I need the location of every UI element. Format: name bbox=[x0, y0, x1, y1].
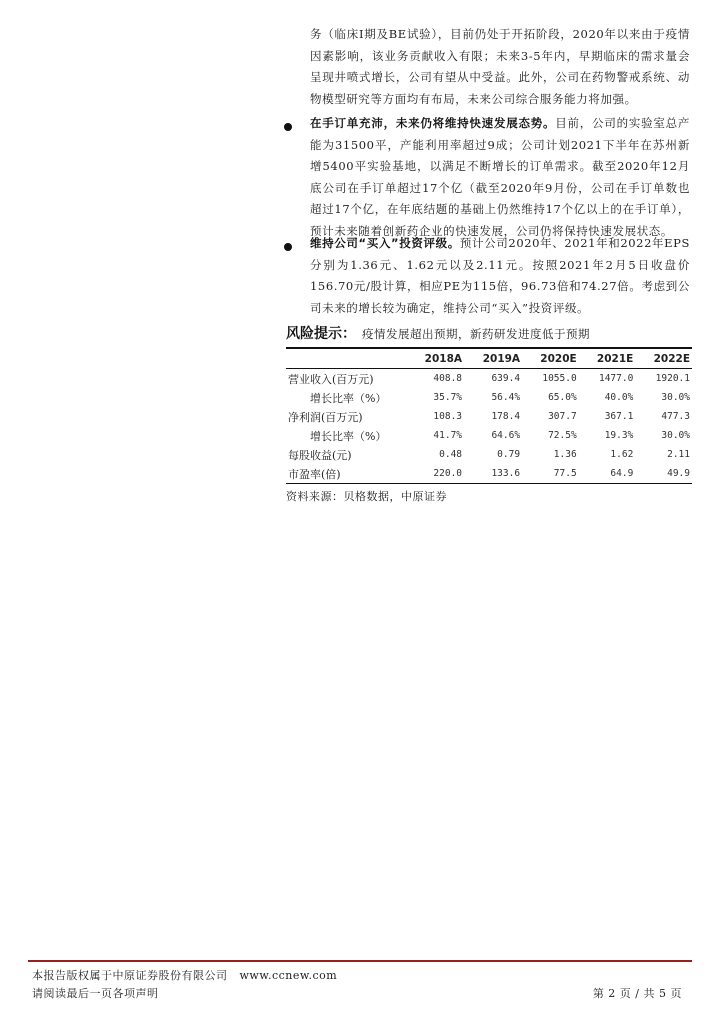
table-cell: 639.4 bbox=[491, 373, 521, 384]
bullet-icon bbox=[284, 123, 292, 131]
table-cell: 178.4 bbox=[491, 411, 521, 422]
table-header-cell: 2019A bbox=[464, 348, 522, 369]
table-cell: 1055.0 bbox=[542, 373, 577, 384]
table-cell: 367.1 bbox=[604, 411, 634, 422]
table-cell: 30.0% bbox=[661, 430, 690, 441]
paragraph-rating bbox=[310, 233, 690, 319]
paragraph-text: 目前，公司的实验室总产能为31500平，产能利用率超过9成；公司计划2021下半年在苏州新增5400平实验基地，以满足不断增长的订单需求。截至2020年12月底公司在手订单超过17个亿（截至2020年9月份，公司在手订单数也超过17个亿，在年底结题的基础上仍然维持17个亿以上的在手订单），预计未来随着创新药企业的快速发展，公司仍将保持快速发展状态。 bbox=[310, 116, 690, 238]
table-cell: 0.79 bbox=[497, 449, 521, 460]
table-cell: 40.0% bbox=[604, 392, 634, 403]
table-cell: 1920.1 bbox=[655, 373, 690, 384]
table-cell: 1.36 bbox=[553, 449, 577, 460]
table-cell: 1477.0 bbox=[598, 373, 634, 384]
table-row bbox=[286, 426, 692, 445]
paragraph-orders bbox=[310, 113, 690, 242]
table-cell: 108.3 bbox=[433, 411, 463, 422]
table-header-cell: 2020E bbox=[522, 348, 579, 369]
table-row bbox=[286, 445, 692, 464]
footer-copyright: 本报告版权属于中原证券股份有限公司 bbox=[32, 969, 228, 982]
table-cell: 64.6% bbox=[491, 430, 521, 441]
risk-text: 疫情发展超出预期，新药研发进度低于预期 bbox=[362, 327, 590, 341]
table-cell: 307.7 bbox=[548, 411, 577, 422]
row-label: 增长比率（%） bbox=[310, 391, 387, 405]
footer-url-link[interactable]: www.ccnew.com bbox=[239, 969, 338, 982]
table-cell: 477.3 bbox=[661, 411, 690, 422]
table-source: 资料来源：贝格数据，中原证券 bbox=[286, 490, 447, 503]
table-cell: 2.11 bbox=[667, 449, 690, 460]
table-cell: 49.9 bbox=[635, 464, 692, 484]
paragraph-heading: 在手订单充沛，未来仍将维持快速发展态势。 bbox=[310, 116, 556, 130]
table-cell: 1.62 bbox=[610, 449, 634, 460]
table-row bbox=[286, 369, 692, 389]
table-cell: 35.7% bbox=[433, 392, 463, 403]
table-cell: 65.0% bbox=[548, 392, 577, 403]
footer-divider bbox=[28, 960, 692, 962]
table-row bbox=[286, 407, 692, 426]
table-cell: 408.8 bbox=[433, 373, 463, 384]
table-cell: 19.3% bbox=[604, 430, 634, 441]
table-cell: 30.0% bbox=[661, 392, 690, 403]
table-cell: 64.9 bbox=[579, 464, 636, 484]
risk-label: 风险提示： bbox=[286, 326, 356, 342]
table-cell: 0.48 bbox=[439, 449, 463, 460]
risk-warning bbox=[286, 325, 696, 344]
table-header-cell: 2022E bbox=[635, 348, 692, 369]
table-cell: 56.4% bbox=[491, 392, 521, 403]
paragraph-clinical-services bbox=[310, 24, 690, 110]
row-label: 增长比率（%） bbox=[310, 429, 387, 443]
table-cell: 133.6 bbox=[464, 464, 522, 484]
table-cell: 77.5 bbox=[522, 464, 579, 484]
footer-disclaimer: 请阅读最后一页各项声明 bbox=[32, 987, 159, 1000]
table-cell: 72.5% bbox=[548, 430, 577, 441]
page-number: 第 2 页 / 共 5 页 bbox=[592, 987, 682, 1000]
table-header-cell: 2018A bbox=[406, 348, 464, 369]
table-cell: 220.0 bbox=[406, 464, 464, 484]
row-label: 市盈率(倍) bbox=[286, 464, 406, 484]
financial-forecast-table bbox=[286, 347, 692, 484]
row-label: 净利润(百万元) bbox=[288, 410, 363, 424]
table-row bbox=[286, 464, 692, 484]
row-label: 每股收益(元) bbox=[288, 448, 352, 462]
paragraph-text: 务（临床Ⅰ期及BE试验），目前仍处于开拓阶段，2020年以来由于疫情因素影响，该业务贡献收入有限；未来3-5年内，早期临床的需求量会呈现井喷式增长，公司有望从中受益。此外，公司在药物警戒系统、动物模型研究等方面均有布局，未来公司综合服务能力将加强。 bbox=[310, 27, 690, 106]
table-header-row bbox=[286, 348, 692, 369]
table-header-cell bbox=[286, 348, 406, 369]
table-header-cell: 2021E bbox=[579, 348, 636, 369]
row-label: 营业收入(百万元) bbox=[288, 372, 374, 386]
bullet-icon bbox=[284, 243, 292, 251]
table-row bbox=[286, 388, 692, 407]
table-cell: 41.7% bbox=[433, 430, 463, 441]
paragraph-heading: 维持公司“买入”投资评级。 bbox=[310, 236, 460, 250]
footer-copyright-line bbox=[32, 967, 337, 983]
paragraph-text: 预计公司2020年、2021年和2022年EPS分别为1.36元、1.62元以及2.11元。按照2021年2月5日收盘价156.70元/股计算，相应PE为115倍，96.73倍和74.27倍。考虑到公司未来的增长较为确定，维持公司“买入”投资评级。 bbox=[310, 236, 690, 315]
